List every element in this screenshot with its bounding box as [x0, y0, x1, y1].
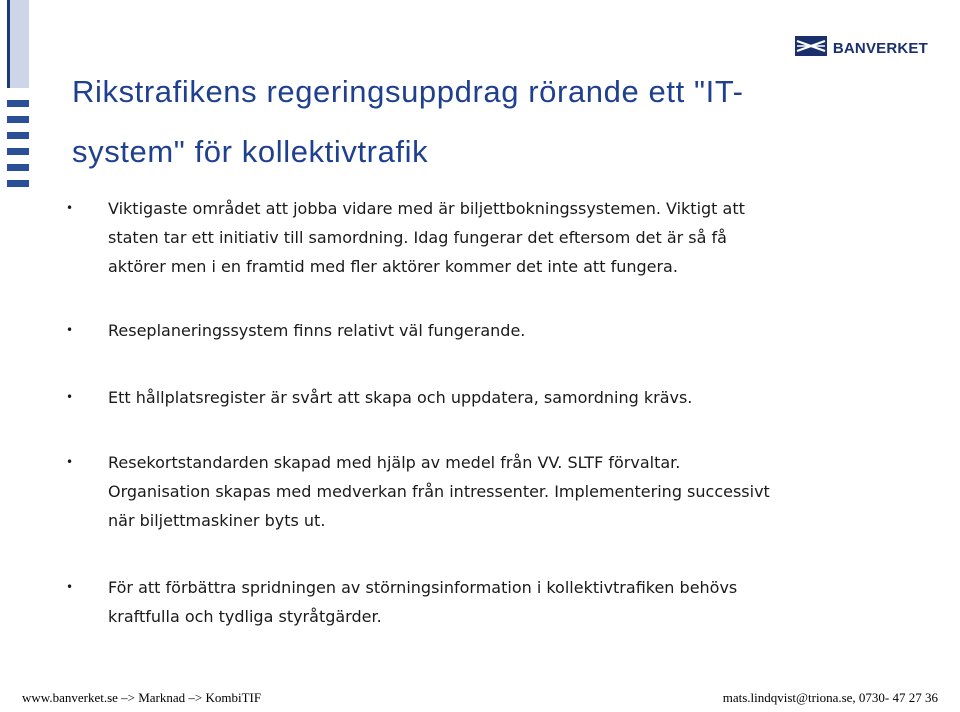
footer-left-link: www.banverket.se –> Marknad –> KombiTIF — [22, 690, 262, 705]
bullet-item — [66, 194, 926, 281]
stripe-bar — [7, 132, 29, 139]
bullet-item — [66, 383, 926, 412]
slide-footer — [22, 690, 938, 706]
bullet-dot: • — [66, 455, 74, 469]
bullet-text: Reseplaneringssystem finns relativt väl fungerande. — [108, 321, 526, 340]
left-decorative-stripes — [0, 0, 30, 200]
bullet-item — [66, 316, 926, 345]
banverket-logo — [795, 36, 928, 61]
slide-title: Rikstrafikens regeringsuppdrag rörande ett "IT- system" för kollektivtrafik — [72, 74, 744, 169]
logo-text: BANVERKET — [832, 40, 928, 57]
stripe-bar — [7, 180, 29, 187]
bullet-dot: • — [66, 201, 74, 215]
bullet-dot: • — [66, 323, 74, 337]
bullet-text: Ett hållplatsregister är svårt att skapa och uppdatera, samordning krävs. — [108, 388, 693, 407]
bullet-text: För att förbättra spridningen av störningsinformation i kollektivtrafiken behövs kraftfulla och tydliga styråtgärder. — [108, 578, 738, 626]
bullet-dot: • — [66, 390, 74, 404]
stripe-band-light — [7, 0, 29, 88]
bullet-dot: • — [66, 580, 74, 594]
bullet-text: Viktigaste området att jobba vidare med är biljettbokningssystemen. Viktigt att staten tar ett initiativ till samordning. Idag fungerar det eftersom det är så få aktörer men i en framtid med fler aktörer kommer det inte att fungera. — [108, 199, 745, 276]
stripe-bar — [7, 148, 29, 155]
stripe-bar — [7, 100, 29, 107]
stripe-bar — [7, 116, 29, 123]
bullet-item — [66, 448, 926, 535]
bullet-item — [66, 573, 926, 631]
bullet-text: Resekortstandarden skapad med hjälp av medel från VV. SLTF förvaltar. Organisation skapas med medverkan från intressenter. Implementering successivt när biljettmaskiner byts ut. — [108, 453, 770, 530]
banverket-flag-logo-icon — [795, 36, 827, 61]
stripe-bar — [7, 164, 29, 171]
footer-contact: mats.lindqvist@triona.se, 0730- 47 27 36 — [722, 690, 938, 705]
stripe-band-edge — [7, 0, 10, 88]
